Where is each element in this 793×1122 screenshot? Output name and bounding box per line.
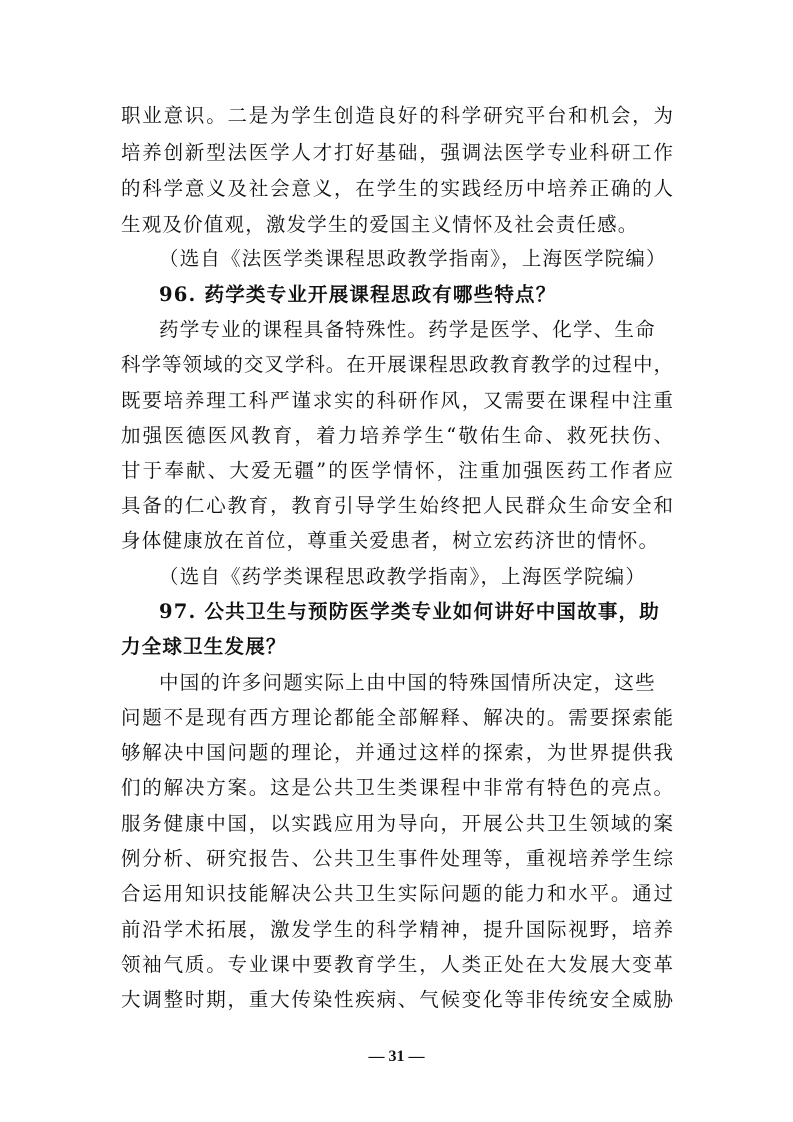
source-citation: （选自《药学类课程思政教学指南》，上海医学院编）: [159, 565, 647, 588]
paragraph-line: 药学专业的课程具备特殊性。药学是医学、化学、生命: [159, 318, 656, 341]
paragraph-line: 职业意识。二是为学生创造良好的科学研究平台和机会，为: [121, 104, 673, 127]
paragraph-line: 们的解决方案。这是公共卫生类课程中非常有特色的亮点。: [121, 776, 673, 799]
question-heading: 97. 公共卫生与预防医学类专业如何讲好中国故事，助: [159, 600, 660, 623]
paragraph-line: 既要培养理工科严谨求实的科研作风，又需要在课程中注重: [121, 389, 673, 412]
question-heading: 96. 药学类专业开展课程思政有哪些特点？: [159, 283, 557, 306]
page-number: — 31 —: [368, 1048, 425, 1065]
paragraph-line: 前沿学术拓展，激发学生的科学精神，提升国际视野，培养: [121, 918, 673, 941]
paragraph-line: 中国的许多问题实际上由中国的特殊国情所决定，这些: [159, 671, 656, 694]
paragraph-line: 合运用知识技能解决公共卫生实际问题的能力和水平。通过: [121, 882, 673, 905]
paragraph-line: 生观及价值观，激发学生的爱国主义情怀及社会责任感。: [121, 213, 639, 236]
paragraph-line: 够解决中国问题的理论，并通过这样的探索，为世界提供我: [121, 741, 673, 764]
paragraph-line: 大调整时期，重大传染性疾病、气候变化等非传统安全威胁: [121, 988, 673, 1011]
paragraph-line: 问题不是现有西方理论都能全部解释、解决的。需要探索能: [121, 706, 673, 729]
paragraph-line: 甘于奉献、大爱无疆”的医学情怀，注重加强医药工作者应: [121, 459, 673, 482]
source-citation: （选自《法医学类课程思政教学指南》，上海医学院编）: [159, 247, 667, 270]
paragraph-line: 服务健康中国，以实践应用为导向，开展公共卫生领域的案: [121, 812, 673, 835]
paragraph-line: 例分析、研究报告、公共卫生事件处理等，重视培养学生综: [121, 847, 673, 870]
paragraph-line: 加强医德医风教育，着力培养学生“敬佑生命、救死扶伤、: [121, 424, 673, 447]
paragraph-line: 培养创新型法医学人才打好基础，强调法医学专业科研工作: [121, 141, 673, 164]
paragraph-line: 具备的仁心教育，教育引导学生始终把人民群众生命安全和: [121, 494, 673, 517]
question-heading-continued: 力全球卫生发展？: [121, 635, 287, 658]
paragraph-line: 的科学意义及社会意义，在学生的实践经历中培养正确的人: [121, 177, 673, 200]
paragraph-line: 身体健康放在首位，尊重关爱患者，树立宏药济世的情怀。: [121, 529, 660, 552]
paragraph-line: 领袖气质。专业课中要教育学生，人类正处在大发展大变革: [121, 953, 673, 976]
paragraph-line: 科学等领域的交叉学科。在开展课程思政教育教学的过程中，: [121, 353, 673, 376]
